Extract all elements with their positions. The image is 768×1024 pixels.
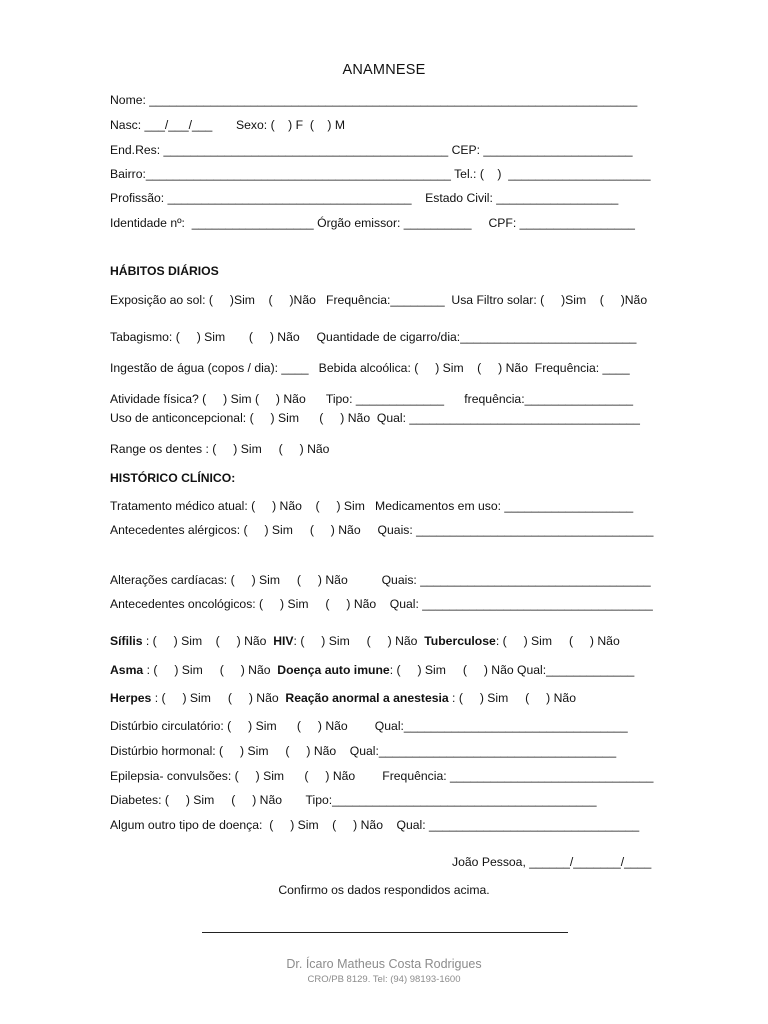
antecedentes-alergicos-field[interactable]: Antecedentes alérgicos: ( ) Sim ( ) Não Quais: ___________________________________ xyxy=(110,523,654,537)
historico-heading: HISTÓRICO CLÍNICO: xyxy=(110,471,236,485)
sifilis-hiv-tuberculose-field[interactable] xyxy=(110,632,670,650)
doenca-auto-imune-label: Doença auto imune xyxy=(277,663,390,677)
tratamento-medico-field[interactable]: Tratamento médico atual: ( ) Não ( ) Sim Medicamentos em uso: ___________________ xyxy=(110,499,634,513)
endereco-cep-field[interactable]: End.Res: __________________________________________ CEP: ______________________ xyxy=(110,143,633,157)
doctor-cro: CRO/PB 8129. Tel: (94) 98193-1600 xyxy=(307,974,461,985)
anticoncepcional-field[interactable]: Uso de anticoncepcional: ( ) Sim ( ) Não Qual: __________________________________ xyxy=(110,411,640,425)
sifilis-options[interactable]: : ( ) Sim ( ) Não xyxy=(142,634,274,648)
diabetes-field[interactable]: Diabetes: ( ) Sim ( ) Não Tipo:_______________________________________ xyxy=(110,793,597,807)
herpes-options[interactable]: : ( ) Sim ( ) Não xyxy=(151,691,286,705)
antecedentes-oncologicos-field[interactable]: Antecedentes oncológicos: ( ) Sim ( ) Não Qual: __________________________________ xyxy=(110,597,653,611)
form-title: ANAMNESE xyxy=(342,62,426,78)
nome-field[interactable]: Nome: ________________________________________________________________________ xyxy=(110,93,638,107)
disturbio-hormonal-field[interactable]: Distúrbio hormonal: ( ) Sim ( ) Não Qual:___________________________________ xyxy=(110,744,617,758)
doenca-auto-imune-options[interactable]: : ( ) Sim ( ) Não Qual:_____________ xyxy=(389,663,635,677)
tuberculose-options[interactable]: : ( ) Sim ( ) Não xyxy=(495,634,620,648)
confirmation-text: Confirmo os dados respondidos acima. xyxy=(278,883,490,897)
ingestao-agua-field[interactable]: Ingestão de água (copos / dia): ____ Bebida alcoólica: ( ) Sim ( ) Não Frequência: ____ xyxy=(110,361,630,375)
identidade-cpf-field[interactable]: Identidade nº: __________________ Órgão emissor: __________ CPF: _________________ xyxy=(110,216,635,230)
alteracoes-cardiacas-field[interactable]: Alterações cardíacas: ( ) Sim ( ) Não Quais: __________________________________ xyxy=(110,573,651,587)
signature-line[interactable] xyxy=(202,932,568,933)
tuberculose-label: Tuberculose xyxy=(424,634,496,648)
local-data-field[interactable]: João Pessoa, ______/_______/____ xyxy=(452,855,652,869)
reacao-anestesia-label: Reação anormal a anestesia xyxy=(285,691,449,705)
range-dentes-field[interactable]: Range os dentes : ( ) Sim ( ) Não xyxy=(110,442,330,456)
habitos-heading: HÁBITOS DIÁRIOS xyxy=(110,264,219,278)
atividade-fisica-field[interactable]: Atividade física? ( ) Sim ( ) Não Tipo: _____________ frequência:________________ xyxy=(110,392,634,406)
outra-doenca-field[interactable]: Algum outro tipo de doença: ( ) Sim ( ) Não Qual: _______________________________ xyxy=(110,818,640,832)
reacao-anestesia-options[interactable]: : ( ) Sim ( ) Não xyxy=(448,691,576,705)
tabagismo-field[interactable]: Tabagismo: ( ) Sim ( ) Não Quantidade de cigarro/dia:__________________________ xyxy=(110,330,637,344)
asma-options[interactable]: : ( ) Sim ( ) Não xyxy=(143,663,278,677)
bairro-tel-field[interactable]: Bairro:_____________________________________________ Tel.: ( ) _____________________ xyxy=(110,167,651,181)
herpes-reacao-anestesia-field[interactable] xyxy=(110,689,670,707)
hiv-label: HIV xyxy=(273,634,294,648)
epilepsia-field[interactable]: Epilepsia- convulsões: ( ) Sim ( ) Não Frequência: ______________________________ xyxy=(110,769,654,783)
asma-label: Asma xyxy=(110,663,144,677)
disturbio-circulatorio-field[interactable]: Distúrbio circulatório: ( ) Sim ( ) Não Qual:_________________________________ xyxy=(110,719,628,733)
nasc-sexo-field[interactable]: Nasc: ___/___/___ Sexo: ( ) F ( ) M xyxy=(110,118,346,132)
profissao-estado-civil-field[interactable]: Profissão: ____________________________________ Estado Civil: __________________ xyxy=(110,191,619,205)
doctor-name: Dr. Ícaro Matheus Costa Rodrigues xyxy=(286,957,482,971)
exposicao-sol-field[interactable]: Exposição ao sol: ( )Sim ( )Não Frequência:________ Usa Filtro solar: ( )Sim ( )Não xyxy=(110,293,648,307)
sifilis-label: Sífilis xyxy=(110,634,143,648)
hiv-options[interactable]: : ( ) Sim ( ) Não xyxy=(293,634,425,648)
herpes-label: Herpes xyxy=(110,691,152,705)
asma-doenca-auto-imune-field[interactable] xyxy=(110,661,670,679)
